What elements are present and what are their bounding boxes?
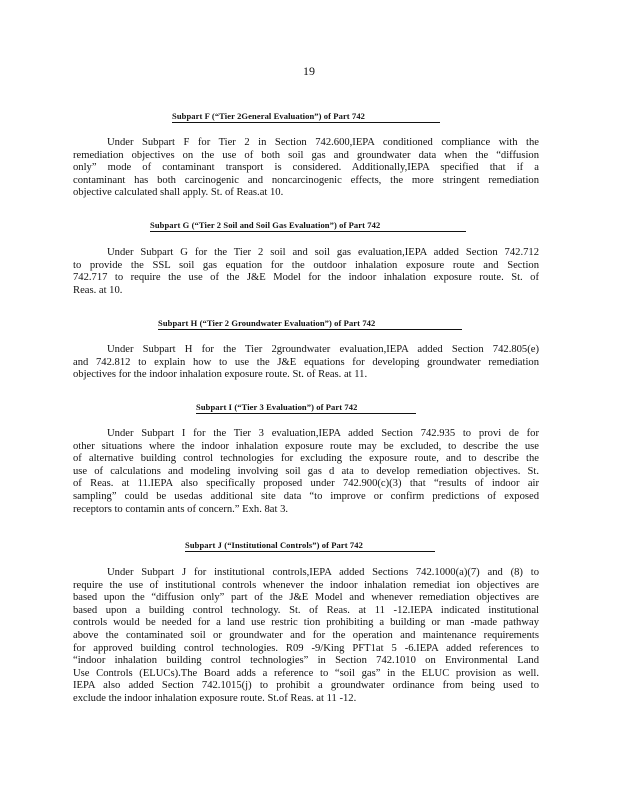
- paragraph-subpart-h: [73, 344, 539, 382]
- text-line: require the use of institutional controls whenever the indoor inhalation remediat ion objectives are: [73, 579, 539, 591]
- heading-subpart-i: Subpart I (“Tier 3 Evaluation”) of Part 742: [196, 402, 416, 414]
- text-line: contaminant has both carcinogenic and noncarcinogenic effects, the more stringent remediation: [73, 174, 539, 186]
- text-line: Under Subpart J for institutional controls,IEPA added Sections 742.1000(a)(7) and (8) to: [107, 567, 539, 578]
- text-line: sampling” could be usedas additional site data “to improve or confirm predictions of exposed: [73, 490, 539, 502]
- text-line: based upon the “diffusion only” part of the J&E Model and whenever remediation objectives are: [73, 592, 539, 604]
- text-line: of alternative building control technologies for excluding the exposure route, and to describe the: [73, 453, 539, 465]
- text-line: to provide the SSL soil gas equation for the outdoor inhalation exposure route and Section: [73, 259, 539, 271]
- text-line: for approved building control technologies. R09 -9/King PFT1at 5 -6.IEPA added references to: [73, 642, 539, 654]
- text-line: and 742.812 to explain how to use the J&E equations for developing groundwater remediation: [73, 356, 539, 368]
- heading-subpart-j: Subpart J (“Institutional Controls”) of Part 742: [185, 540, 435, 552]
- text-line: remediation objectives on the use of both soil gas and groundwater data when the “diffusion: [73, 149, 539, 161]
- text-line: receptors to contamin ants of concern.” Exh. 8at 3.: [73, 503, 289, 515]
- text-line: Reas. at 10.: [73, 284, 123, 296]
- text-line: other situations where the indoor inhalation exposure route may be excluded, to describe the use: [73, 440, 539, 452]
- text-line: “indoor inhalation building control technologies” in Section 742.1010 on Environmental Land: [73, 655, 539, 667]
- text-line: above the contaminated soil or groundwater and for the operation and maintenance requirements: [73, 629, 539, 641]
- text-line: objective calculated shall apply. St. of Reas.at 10.: [73, 187, 284, 199]
- paragraph-subpart-j: [73, 567, 539, 706]
- text-line: based upon a building control technology. St. of Reas. at 11 -12.IEPA indicated institutional: [73, 604, 539, 616]
- heading-subpart-g: Subpart G (“Tier 2 Soil and Soil Gas Evaluation”) of Part 742: [150, 220, 466, 232]
- heading-subpart-h: Subpart H (“Tier 2 Groundwater Evaluation”) of Part 742: [158, 318, 462, 330]
- text-line: IEPA also added Section 742.1015(j) to prohibit a groundwater ordinance from being used to: [73, 680, 539, 692]
- text-line: Under Subpart F for Tier 2 in Section 742.600,IEPA conditioned compliance with the: [107, 137, 539, 148]
- heading-subpart-f: Subpart F (“Tier 2General Evaluation”) of Part 742: [172, 111, 440, 123]
- text-line: controls would be needed for a land use restric tion prohibiting a building or man -made pathway: [73, 617, 539, 629]
- text-line: Use Controls (ELUCs).The Board adds a reference to “soil gas” in the ELUC provision as well.: [73, 667, 539, 679]
- paragraph-subpart-f: [73, 137, 539, 200]
- text-line: Under Subpart I for the Tier 3 evaluation,IEPA added Section 742.935 to provi de for: [107, 428, 539, 439]
- text-line: of Reas. at 11.IEPA also specifically proposed under 742.900(c)(3) that “results of indoor air: [73, 478, 539, 490]
- text-line: use of calculations and modeling involving soil gas d ata to develop remediation objectives. St.: [73, 465, 539, 477]
- text-line: objectives for the indoor inhalation exposure route. St. of Reas. at 11.: [73, 369, 368, 381]
- text-line: 742.717 to require the use of the J&E Model for the indoor inhalation exposure route. St. of: [73, 272, 539, 284]
- text-line: Under Subpart G for the Tier 2 soil and soil gas evaluation,IEPA added Section 742.712: [107, 247, 539, 258]
- text-line: exclude the indoor inhalation exposure route. St.of Reas. at 11 -12.: [73, 692, 357, 704]
- paragraph-subpart-g: [73, 247, 539, 297]
- text-line: only” mode of contaminant transport is considered. Additionally,IEPA specified that if a: [73, 162, 539, 174]
- paragraph-subpart-i: [73, 428, 539, 516]
- text-line: Under Subpart H for the Tier 2groundwater evaluation,IEPA added Section 742.805(e): [107, 344, 539, 355]
- page-number: 19: [303, 64, 315, 78]
